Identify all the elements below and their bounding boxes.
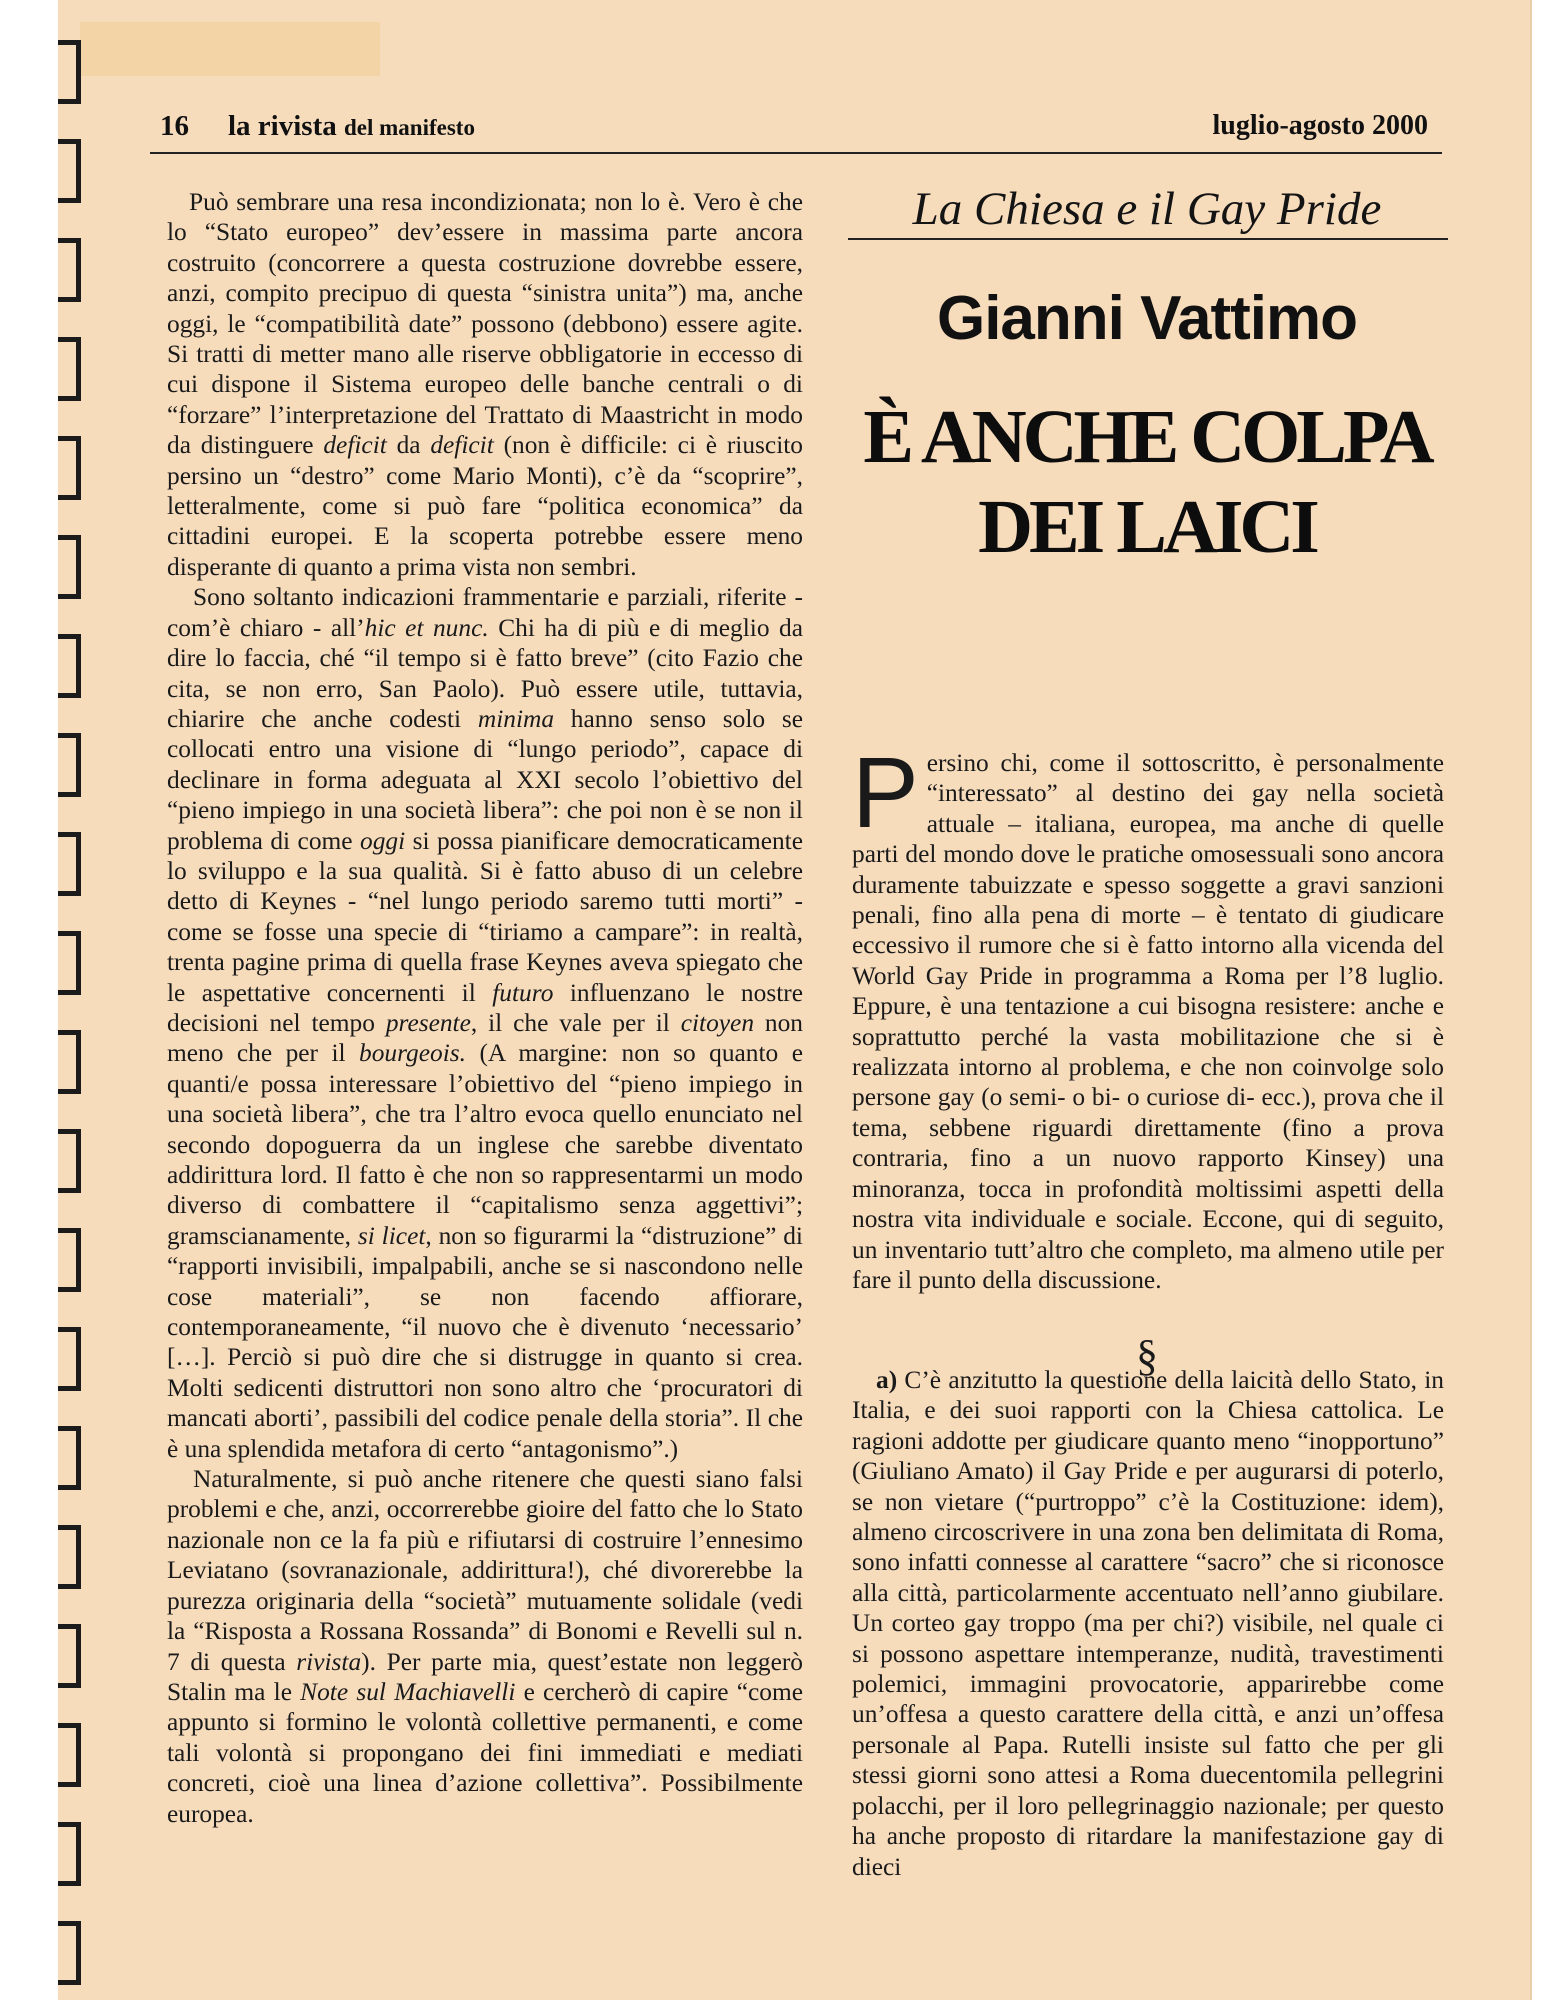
text-run: da xyxy=(386,431,431,460)
header-rule xyxy=(150,152,1442,154)
italic-run: oggi xyxy=(360,826,406,855)
article-author: Gianni Vattimo xyxy=(936,284,1358,353)
italic-run: futuro xyxy=(492,978,554,1007)
article-intro xyxy=(852,737,1444,1295)
text-run: e cercherò di capire “come appunto si formino le volontà collettive permanenti, e come tali volontà si propongano dei fini immediati e mediati concreti, cioè una linea d’azione collettiva”. Possibilmente europea. xyxy=(167,1677,804,1828)
punch-hole xyxy=(58,436,81,500)
page-number: 16 xyxy=(160,110,189,142)
headline-line-2: DEI LAICI xyxy=(978,485,1316,569)
italic-run: minima xyxy=(477,704,555,733)
headline-line-1: È ANCHE COLPA xyxy=(863,395,1431,479)
text-run: Può sembrare una resa incondizionata; non lo è. Vero è che lo “Stato europeo” dev’essere in massima parte ancora costruito (concorrere a questa costruzione dovrebbe essere, anzi, compito precipuo di questa “sinistra unita”) ma, anche oggi, le “compatibilità date” possono (debbono) essere agite. Si tratti di metter mano alle riserve obbligatorie in eccesso di cui dispone il Sistema europeo delle banche centrali o di “forzare” l’interpretazione del Trattato di Maastricht in modo da distinguere xyxy=(167,188,803,460)
left-paragraph xyxy=(167,582,803,1464)
punch-hole xyxy=(58,535,81,599)
punch-hole xyxy=(58,931,81,995)
text-run: hanno senso solo se collocati entro una visione di “lungo periodo”, capace di declinare in forma adeguata al XXI secolo l’obiettivo del “pieno impiego in una società libera”: che poi non è se non il problema di come xyxy=(167,704,803,855)
issue-date: luglio-agosto 2000 xyxy=(1212,110,1428,141)
italic-run: deficit xyxy=(430,431,494,460)
italic-run: Note sul Machiavelli xyxy=(300,1677,516,1706)
intro-text: ersino chi, come il sottoscritto, è personalmente “interessato” al destino dei gay nella società attuale – italiana, europea, ma anche di quelle parti del mondo dove le pratiche omosessuali sono ancora duramente tabuizzate e spesso soggette a gravi sanzioni penali, fino alla pena di morte – è tentato di giudicare eccessivo il rumore che si è fatto intorno alla vicenda del World Gay Pride in programma a Roma per l’8 luglio. Eppure, è una tentazione a cui bisogna resistere: anche e soprattutto perché la vasta mobilitazione che si è realizzata intorno al problema, e che non coinvolge solo persone gay (o semi- o bi- o curiose di- ecc.), prova che il tema, sebbene riguardi direttamente (fino a prova contraria, fino a un nuovo rapporto Kinsey) una minoranza, tocca in profondità moltissimi aspetti della nostra vita individuale e sociale. Eccone, qui di seguito, un inventario tutt’altro che completo, ma almeno utile per fare il punto della discussione. xyxy=(852,749,1444,1294)
article-kicker: La Chiesa e il Gay Pride xyxy=(912,183,1382,235)
punch-hole xyxy=(58,733,81,797)
tape-mark xyxy=(80,22,380,76)
point-a-paragraph xyxy=(852,1365,1444,1882)
punch-hole xyxy=(58,1624,81,1688)
punch-hole xyxy=(58,1822,81,1886)
italic-run: hic et nunc. xyxy=(364,613,489,642)
punch-hole xyxy=(58,40,81,104)
punch-hole xyxy=(58,1228,81,1292)
text-run: ). Per parte mia, quest’estate non leggerò Stalin ma le xyxy=(167,1647,803,1706)
point-a xyxy=(852,1365,1444,1882)
italic-run: presente xyxy=(385,1008,471,1037)
page-header xyxy=(150,104,1450,148)
italic-run: deficit xyxy=(323,431,387,460)
punch-hole xyxy=(58,832,81,896)
text-run: Sono soltanto indicazioni frammentarie e parziali, riferite - com’è chiaro - all’ xyxy=(167,583,803,642)
text-run: , non so figurarmi la “distruzione” di “rapporti invisibili, impalpabili, anche se si nascondono nelle cose materiali”, se non facendo affiorare, contemporaneamente, “il nuovo che è divenuto ‘necessario’ […]. Perciò si può dire che si distrugge in quanto si crea. Molti sedicenti distruttori non sono altro che ‘procuratori di mancati aborti’, passibili del codice penale della storia”. Il che è una splendida metafora di certo “antagonismo”.) xyxy=(167,1221,803,1463)
punch-hole xyxy=(58,1525,81,1589)
text-run: , il che vale per il xyxy=(470,1008,681,1037)
text-run: non meno che per il xyxy=(167,1008,803,1068)
text-run: si possa pianificare democraticamente lo sviluppo e la sua qualità. Si è fatto abuso di un celebre detto di Keynes - “nel lungo periodo saremo tutti morti” - come se fosse una specie di “tiriamo a campare”: in realtà, trenta pagine prima di quella frase Keynes aveva spiegato che le aspettative concernenti il xyxy=(167,826,803,1007)
intro-paragraph xyxy=(852,737,1444,1295)
section-mark: § xyxy=(1136,1331,1158,1380)
left-column xyxy=(167,187,803,1829)
italic-run: si licet xyxy=(357,1221,426,1250)
point-a-text: C’è anzitutto la questione della laicità dello Stato, in Italia, e dei suoi rapporti con la Chiesa cattolica. Le ragioni addotte per giudicare quanto meno “inopportuno” (Giuliano Amato) il Gay Pride e per augurarsi di poterlo, se non vietare (“purtroppo” c’è la Costituzione: idem), almeno circoscrivere in una zona ben delimitata di Roma, sono infatti connesse al carattere “sacro” che si riconosce alla città, particolarmente accentuato nell’anno giubilare. Un corteo gay troppo (ma per chi?) visibile, nel quale ci si possono aspettare intemperanze, nudità, travestimenti polemici, immagini provocatorie, apparirebbe come un’offesa a questo carattere della città, e anzi un’offesa personale al Papa. Rutelli insiste sul fatto che per gli stessi giorni sono attesi a Roma duecentomila pellegrini polacchi, per il loro pellegrinaggio nazionale; per questo ha anche proposto di ritardare la manifestazione gay di dieci xyxy=(852,1366,1444,1881)
text-run: Chi ha di più e di meglio da dire lo faccia, ché “il tempo si è fatto breve” (cito Fazio che cita, se non erro, San Paolo). Può essere utile, tuttavia, chiarire che anche codesti xyxy=(167,613,803,733)
punch-hole xyxy=(58,1129,81,1193)
punch-hole xyxy=(58,1723,81,1787)
italic-run: bourgeois. xyxy=(359,1039,466,1068)
punch-hole xyxy=(58,139,81,203)
text-run: influenzano le nostre decisioni nel tempo xyxy=(167,978,803,1037)
magazine-suffix: del manifesto xyxy=(344,115,475,140)
punch-hole xyxy=(58,238,81,302)
punch-hole xyxy=(58,1327,81,1391)
text-run: (non è difficile: ci è riuscito persino un “destro” come Mario Monti), c’è da “scoprire”, letteralmente, come si può fare “politica economica” da cittadini europei. E la scoperta potrebbe essere meno disperante di quanto a prima vista non sembri. xyxy=(167,431,804,581)
magazine-title: la rivista xyxy=(228,110,337,142)
punch-hole xyxy=(58,1030,81,1094)
italic-run: rivista xyxy=(296,1647,362,1676)
text-run: (A margine: non so quanto e quanti/e possa interessare l’obiettivo del “pieno impiego in una società libera”, che tra l’altro evoca quello enunciato nel secondo dopoguerra da un inglese che sarebbe diventato addirittura lord. Il fatto è che non so rappresentarmi un modo diverso di combattere il “capitalismo senza aggettivi”; gramscianamente, xyxy=(167,1039,803,1250)
kicker-rule xyxy=(848,238,1448,240)
left-paragraph xyxy=(167,1464,803,1829)
punch-hole xyxy=(58,337,81,401)
left-paragraph xyxy=(167,187,803,582)
italic-run: citoyen xyxy=(680,1008,755,1037)
punch-hole xyxy=(58,1921,81,1985)
punch-hole xyxy=(58,634,81,698)
magazine-name xyxy=(228,110,475,143)
text-run: Naturalmente, si può anche ritenere che questi siano falsi problemi e che, anzi, occorrerebbe gioire del fatto che lo Stato nazionale non ce la fa più e rifiutarsi di costruire l’ennesimo Leviatano (sovranazionale, addirittura!), ché divorerebbe la purezza originaria della “società” mutuamente solidale (vedi la “Risposta a Rossana Rossanda” di Bonomi e Revelli sul n. 7 di questa xyxy=(167,1465,803,1676)
point-a-label: a) xyxy=(876,1366,898,1394)
drop-cap: P xyxy=(852,737,919,849)
article-headline xyxy=(848,392,1446,572)
punch-hole xyxy=(58,1426,81,1490)
